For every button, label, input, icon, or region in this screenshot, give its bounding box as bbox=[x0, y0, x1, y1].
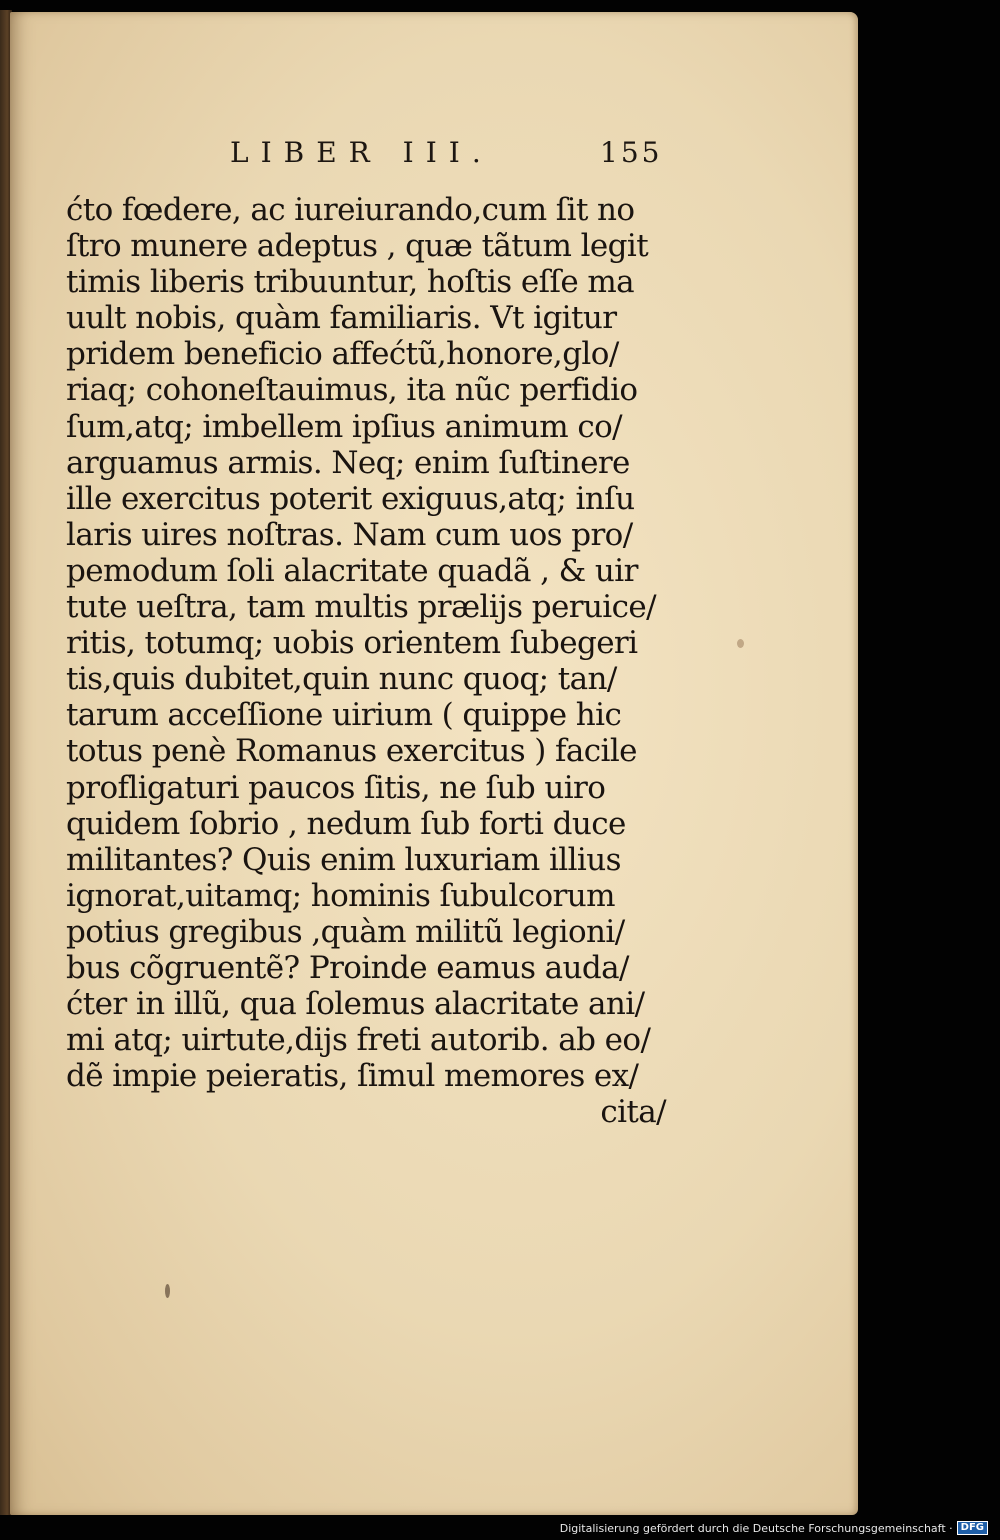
text-line: dẽ impie peieratis, ſimul memores ex/ bbox=[66, 1058, 639, 1095]
dfg-logo: DFG bbox=[957, 1521, 988, 1535]
credit-text: Digitalisierung gefördert durch die Deutsche Forschungsgemeinschaft · bbox=[559, 1521, 953, 1535]
text-line: ritis, totumq; uobis orientem ſubegeri bbox=[66, 625, 638, 662]
text-line: potius gregibus ,quàm militũ legioni/ bbox=[66, 913, 625, 950]
text-line: uult nobis, quàm familiaris. Vt igitur bbox=[66, 300, 617, 337]
book-page bbox=[10, 12, 858, 1515]
text-line: ćter in illũ, qua ſolemus alacritate ani/ bbox=[66, 986, 645, 1023]
text-line: pemodum ſoli alacritate quadã , & uir bbox=[66, 552, 638, 589]
text-line: ćto fœdere, ac iureiurando,cum ſit no bbox=[66, 192, 635, 228]
text-line: ille exercitus poterit exiguus,atq; inſu bbox=[66, 480, 635, 517]
text-line: pridem beneficio affećtũ,honore,glo/ bbox=[66, 336, 619, 373]
text-line: mi atq; uirtute,dijs freti autorib. ab eo/ bbox=[66, 1022, 651, 1059]
text-line: militantes? Quis enim luxuriam illius bbox=[66, 841, 621, 878]
text-line: timis liberis tribuuntur, hoſtis eſſe ma bbox=[66, 264, 635, 301]
text-line: riaq; cohoneſtauimus, ita nũc perfidio bbox=[66, 372, 638, 409]
text-line: tis,quis dubitet,quin nunc quoq; tan/ bbox=[66, 661, 617, 698]
text-line: arguamus armis. Neq; enim ſuſtinere bbox=[66, 444, 630, 481]
text-line: quidem ſobrio , nedum ſub forti duce bbox=[66, 805, 626, 842]
ink-smudge bbox=[737, 639, 744, 648]
ink-smudge bbox=[165, 1284, 170, 1298]
text-line: ignorat,uitamq; hominis ſubulcorum bbox=[66, 877, 615, 914]
text-line: bus cõgruentẽ? Proinde eamus auda/ bbox=[66, 949, 629, 986]
page-number: 155 bbox=[600, 136, 663, 169]
text-line: tarum acceſſione uirium ( quippe hic bbox=[66, 697, 622, 734]
running-head bbox=[10, 134, 858, 174]
text-line: profligaturi paucos ſitis, ne ſub uiro bbox=[66, 769, 606, 806]
text-line: ſtro munere adeptus , quæ tãtum legit bbox=[66, 228, 649, 265]
running-title: LIBER III. bbox=[230, 136, 493, 169]
text-line: tute ueſtra, tam multis prælijs peruice/ bbox=[66, 589, 656, 626]
text-line: ſum,atq; imbellem ipſius animum co/ bbox=[66, 408, 623, 445]
catchword: cita/ bbox=[600, 1094, 666, 1131]
text-block bbox=[66, 192, 666, 1130]
text-line: laris uires noſtras. Nam cum uos pro/ bbox=[66, 516, 633, 553]
text-line: totus penè Romanus exercitus ) facile bbox=[66, 733, 637, 770]
digitization-credit bbox=[560, 1520, 988, 1536]
